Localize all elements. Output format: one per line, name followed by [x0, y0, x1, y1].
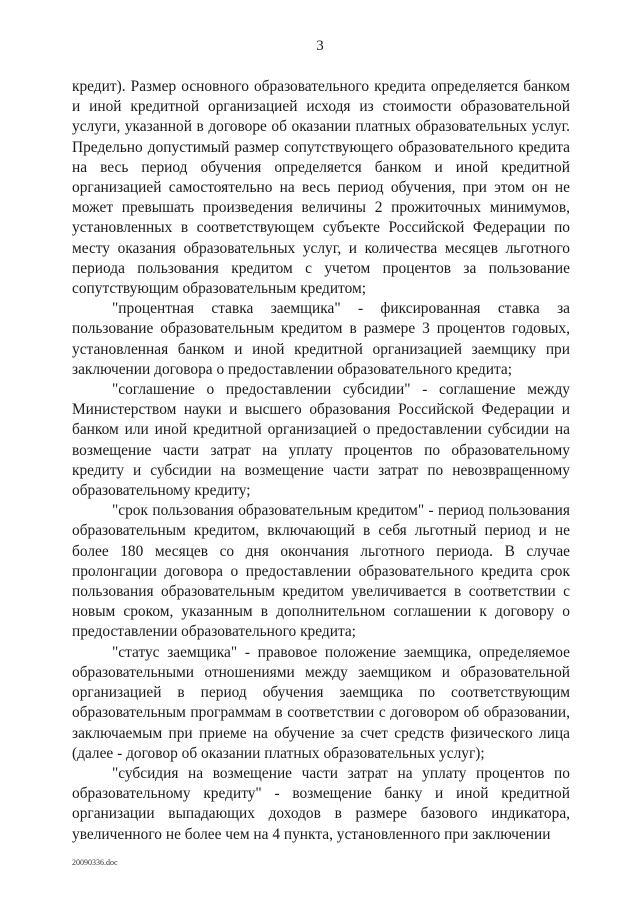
document-body	[72, 77, 570, 845]
paragraph-subsidy-agreement: "соглашение о предоставлении субсидии" - соглашение между Министерством науки и высшего образования Российской Федерации и банком или иной кредитной организацией о предоставлении субсидии на возмещение части затрат на уплату процентов по образовательному кредиту и субсидии на возмещение части затрат по невозвращенному образовательному кредиту;	[72, 381, 570, 500]
paragraph-borrower-status: "статус заемщика" - правовое положение заемщика, определяемое образовательными отношениями между заемщиком и образовательной организацией в период обучения заемщика по соответствующим образовательным программам в соответствии с договором об образовании, заключаемым при приеме на обучение за счет средств физического лица (далее - договор об оказании платных образовательных услуг);	[72, 643, 570, 762]
footer-document-code: 20090336.doc	[72, 858, 118, 867]
page-number: 3	[316, 38, 324, 54]
paragraph-interest-subsidy: "субсидия на возмещение части затрат на уплату процентов по образовательному кредиту" - возмещение банку и иной кредитной организации выпадающих доходов в размере базового индикатора, увеличенного не более чем на 4 пункта, установленного при заключении	[72, 764, 570, 843]
paragraph-loan-term: "срок пользования образовательным кредитом" - период пользования образовательным кредитом, включающий в себя льготный период и не более 180 месяцев со дня окончания льготного периода. В случае пролонгации договора о предоставлении образовательного кредита срок пользования образовательным кредитом увеличивается в соответствии с новым сроком, указанным в дополнительном соглашении к договору о предоставлении образовательного кредита;	[72, 502, 570, 641]
paragraph-interest-rate: "процентная ставка заемщика" - фиксированная ставка за пользование образовательным кредитом в размере 3 процентов годовых, установленная банком и иной кредитной организацией заемщику при заключении договора о предоставлении образовательного кредита;	[72, 300, 570, 378]
paragraph-loan-size: кредит). Размер основного образовательного кредита определяется банком и иной кредитной организацией исходя из стоимости образовательной услуги, указанной в договоре об оказании платных образовательных услуг. Предельно допустимый размер сопутствующего образовательного кредита на весь период обучения определяется банком и иной кредитной организацией самостоятельно на весь период обучения, при этом он не может превышать произведения величины 2 прожиточных минимумов, установленных в соответствующем субъекте Российской Федерации по месту оказания образовательных услуг, и количества месяцев льготного периода пользования кредитом с учетом процентов за пользование сопутствующим образовательным кредитом;	[72, 78, 570, 298]
